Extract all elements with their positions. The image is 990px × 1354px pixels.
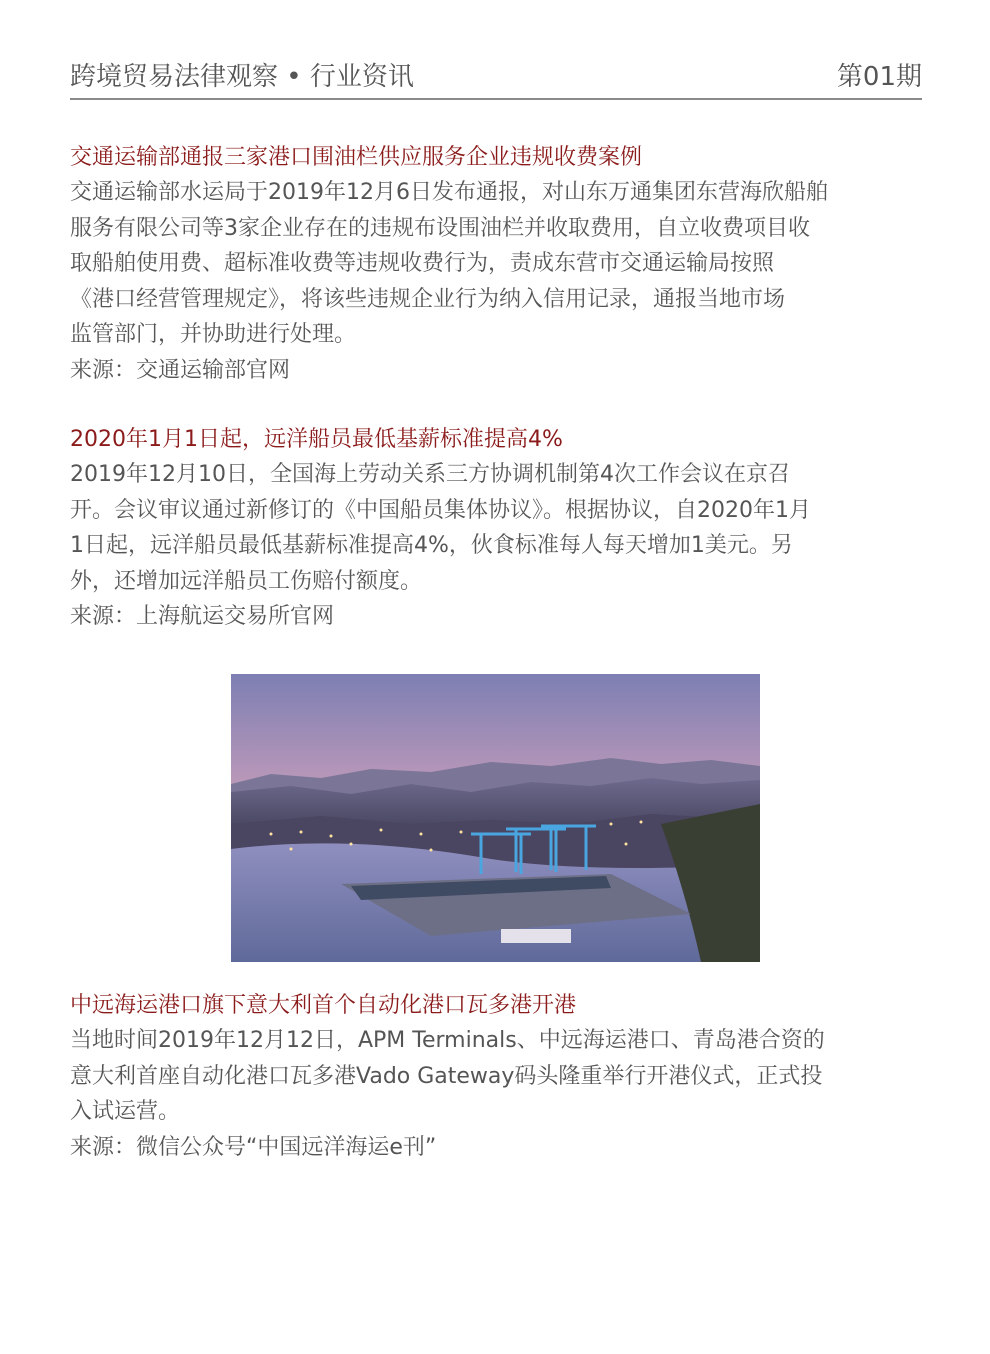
body-line: 《港口经营管理规定》，将该些违规企业行为纳入信用记录，通报当地市场: [70, 286, 786, 312]
body-line: 监管部门，并协助进行处理。: [70, 322, 357, 347]
article-title: 交通运输部通报三家港口围油栏供应服务企业违规收费案例: [70, 145, 643, 170]
body-line: 意大利首座自动化港口瓦多港Vado Gateway码头隆重举行开港仪式，正式投: [70, 1063, 823, 1089]
article-body: [70, 457, 922, 599]
article-title: 中远海运港口旗下意大利首个自动化港口瓦多港开港: [70, 993, 577, 1018]
body-line: 1日起，远洋船员最低基薪标准提高4%，伙食标准每人每天增加1美元。另: [70, 533, 793, 558]
article-body: [70, 175, 922, 353]
article-seafarer-wage: [70, 422, 922, 634]
issue-number: 第01期: [836, 62, 922, 92]
body-line: 2019年12月10日，全国海上劳动关系三方协调机制第4次工作会议在京召: [70, 462, 790, 487]
article-port-oil-boom-fees: [70, 140, 922, 388]
article-title: 2020年1月1日起，远洋船员最低基薪标准提高4%: [70, 427, 563, 452]
port-photo: [231, 674, 760, 962]
article-source: 来源：上海航运交易所官网: [70, 604, 335, 629]
body-line: 外，还增加远洋船员工伤赔付额度。: [70, 568, 423, 594]
body-line: 交通运输部水运局于2019年12月6日发布通报，对山东万通集团东营海欣船舶: [70, 180, 828, 205]
body-line: 入试运营。: [70, 1099, 181, 1124]
newsletter-title: 跨境贸易法律观察 • 行业资讯: [70, 62, 414, 92]
article-vado-gateway: [70, 988, 922, 1165]
body-line: 取船舶使用费、超标准收费等违规收费行为，责成东营市交通运输局按照: [70, 251, 775, 276]
article-body: [70, 1023, 922, 1130]
body-line: 服务有限公司等3家企业存在的违规布设围油栏并收取费用，自立收费项目收: [70, 215, 810, 241]
body-line: 开。会议审议通过新修订的《中国船员集体协议》。根据协议，自2020年1月: [70, 497, 811, 523]
article-source: 来源：微信公众号“中国远洋海运e刊”: [70, 1134, 437, 1160]
body-line: 当地时间2019年12月12日，APM Terminals、中远海运港口、青岛港合资的: [70, 1028, 825, 1053]
article-source: 来源：交通运输部官网: [70, 357, 291, 383]
page-header: [70, 52, 922, 100]
